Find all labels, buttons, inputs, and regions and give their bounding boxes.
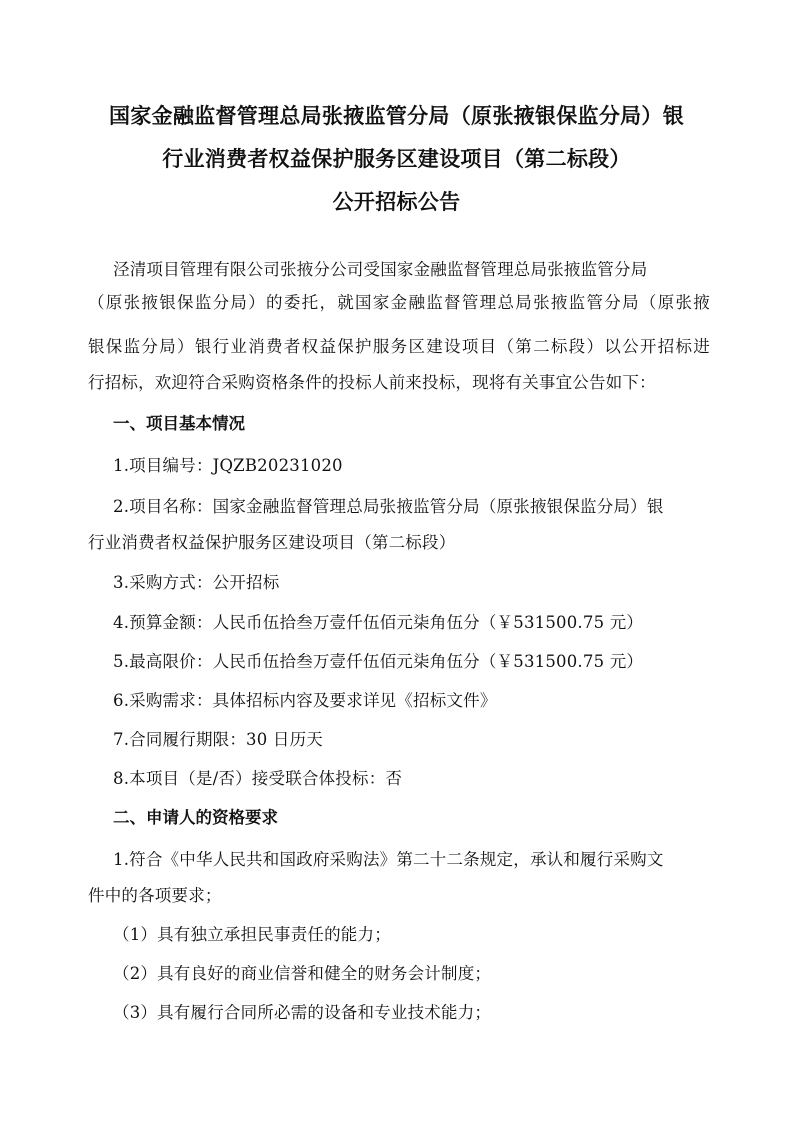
intro-line-2: （原张掖银保监分局）的委托，就国家金融监督管理总局张掖监管分局（原张掖: [88, 293, 710, 312]
procurement-method: 3.采购方式：公开招标: [113, 573, 280, 592]
title-line-3: 公开招标公告: [332, 190, 461, 214]
qualification-sub-1: （1）具有独立承担民事责任的能力；: [113, 925, 391, 944]
qualification-1-line-2: 件中的各项要求；: [88, 886, 222, 905]
title-line-2: 行业消费者权益保护服务区建设项目（第二标段）: [162, 147, 631, 171]
intro-line-4: 行招标，欢迎符合采购资格条件的投标人前来投标，现将有关事宜公告如下：: [88, 373, 656, 392]
section-2-heading: 二、申请人的资格要求: [113, 808, 278, 827]
consortium-bidding: 8.本项目（是/否）接受联合体投标：否: [113, 769, 403, 788]
qualification-sub-3: （3）具有履行合同所必需的设备和专业技术能力；: [113, 1003, 492, 1022]
intro-line-1: 泾清项目管理有限公司张掖分公司受国家金融监督管理总局张掖监管分局: [113, 260, 648, 279]
qualification-1-line-1: 1.符合《中华人民共和国政府采购法》第二十二条规定，承认和履行采购文: [113, 850, 664, 869]
title-line-1: 国家金融监督管理总局张掖监管分局（原张掖银保监分局）银: [108, 104, 685, 128]
max-price: 5.最高限价：人民币伍拾叁万壹仟伍佰元柒角伍分（￥531500.75 元）: [113, 652, 644, 671]
contract-period: 7.合同履行期限：30 日历天: [113, 730, 323, 749]
intro-line-3: 银保监分局）银行业消费者权益保护服务区建设项目（第二标段）以公开招标进: [88, 337, 710, 356]
procurement-requirements: 6.采购需求：具体招标内容及要求详见《招标文件》: [113, 691, 497, 710]
qualification-sub-2: （2）具有良好的商业信誉和健全的财务会计制度；: [113, 964, 492, 983]
project-name-line-1: 2.项目名称：国家金融监督管理总局张掖监管分局（原张掖银保监分局）银: [113, 497, 664, 516]
budget-amount: 4.预算金额：人民币伍拾叁万壹仟伍佰元柒角伍分（￥531500.75 元）: [113, 613, 644, 632]
section-1-heading: 一、项目基本情况: [113, 414, 245, 433]
project-number: 1.项目编号：JQZB20231020: [113, 456, 343, 475]
project-name-line-2: 行业消费者权益保护服务区建设项目（第二标段）: [88, 533, 456, 552]
